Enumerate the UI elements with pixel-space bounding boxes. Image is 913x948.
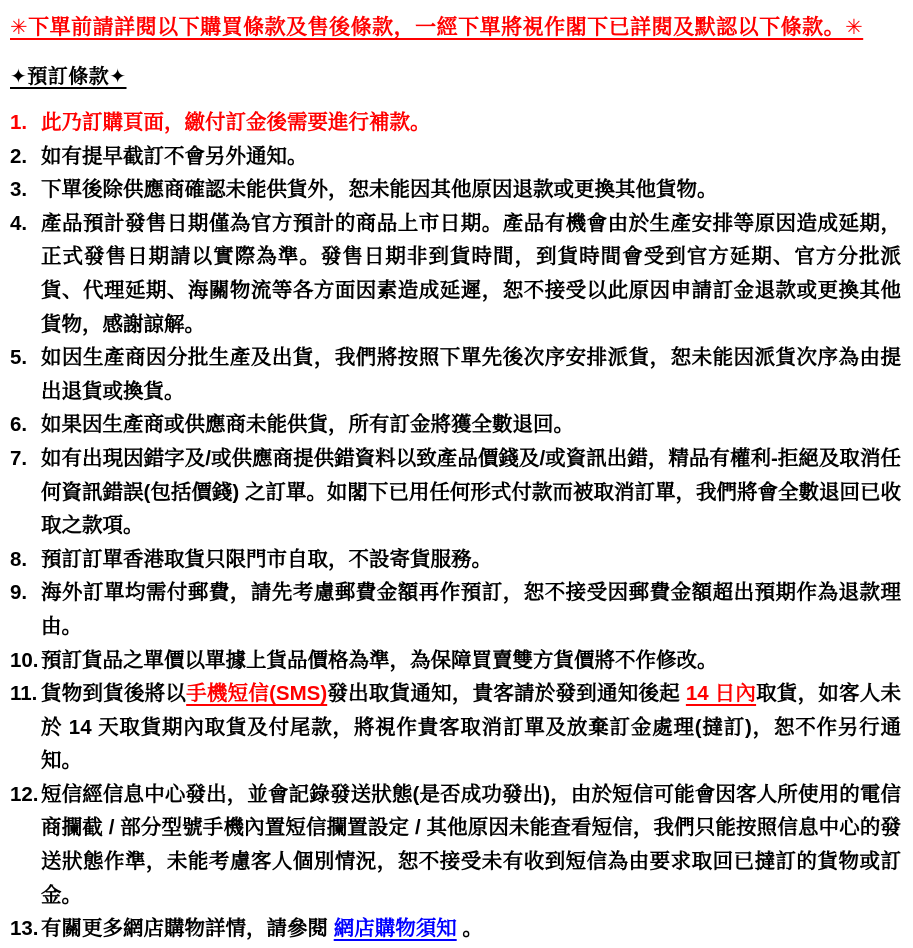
term-item-1 bbox=[10, 106, 901, 140]
term-text: 下單後除供應商確認未能供貨外，恕未能因其他原因退款或更換其他貨物。 bbox=[41, 178, 718, 202]
term-item-8 bbox=[10, 543, 901, 577]
term-number: 11. bbox=[10, 682, 38, 706]
term-text: 14 日內 bbox=[685, 682, 757, 706]
term-item-9 bbox=[10, 576, 901, 643]
term-item-11 bbox=[10, 677, 901, 778]
term-item-3 bbox=[10, 173, 901, 207]
term-number: 3. bbox=[10, 178, 28, 202]
term-item-2 bbox=[10, 140, 901, 174]
term-text: 貨物到貨後將以 bbox=[41, 682, 187, 706]
term-text: 如果因生產商或供應商未能供貨，所有訂金將獲全數退回。 bbox=[41, 413, 574, 437]
term-text: 此乃訂購頁面，繳付訂金後需要進行補款。 bbox=[41, 111, 431, 134]
term-text: 短信經信息中心發出，並會記錄發送狀態(是否成功發出)，由於短信可能會因客人所使用的電信商攔截 / 部分型號手機內置短信攔置設定 / 其他原因未能查看短信，我們只能按照信息中心的發送狀態作準，未能考慮客人個別情況，恕不接受未有收到短信為由要求取回已撻訂的貨物或訂金。 bbox=[41, 782, 901, 907]
term-item-4 bbox=[10, 207, 901, 341]
term-text: 預訂貨品之單價以單據上貨品價格為準，為保障買賣雙方貨價將不作修改。 bbox=[41, 648, 718, 672]
term-number: 13. bbox=[10, 917, 39, 941]
term-number: 8. bbox=[10, 547, 28, 571]
term-text: 發出取貨通知，貴客請於發到通知後起 bbox=[327, 682, 686, 706]
term-text: 。 bbox=[456, 917, 483, 941]
shop-guide-link[interactable]: 網店購物須知 bbox=[333, 917, 457, 941]
term-item-13 bbox=[10, 912, 901, 946]
term-number: 2. bbox=[10, 144, 28, 168]
pre-order-warning-banner: ✳下單前請詳閱以下購買條款及售後條款，一經下單將視作閣下已詳閱及默認以下條款。✳ bbox=[10, 16, 864, 39]
term-text: 有關更多網店購物詳情，請參閱 bbox=[41, 917, 334, 941]
term-item-7 bbox=[10, 442, 901, 543]
term-text: 如有出現因錯字及/或供應商提供錯資料以致產品價錢及/或資訊出錯，精品有權利-拒絕及取消任何資訊錯誤(包括價錢) 之訂單。如閣下已用任何形式付款而被取消訂單，我們將會全數退回已收取之款項。 bbox=[41, 446, 901, 538]
term-number: 5. bbox=[10, 346, 28, 370]
term-text: 海外訂單均需付郵費，請先考慮郵費金額再作預訂，恕不接受因郵費金額超出預期作為退款理由。 bbox=[41, 581, 901, 638]
section-heading-preorder-terms: ✦預訂條款✦ bbox=[10, 66, 127, 88]
term-item-12 bbox=[10, 778, 901, 912]
term-number: 6. bbox=[10, 413, 28, 437]
term-number: 10. bbox=[10, 648, 39, 672]
term-text: 如有提早截訂不會另外通知。 bbox=[41, 144, 308, 168]
term-text: 取貨，如客人未於 14 天取貨期內取貨及付尾款，將視作貴客取消訂單及放棄訂金處理(撻訂)，恕不作另行通知。 bbox=[41, 682, 902, 773]
terms-list bbox=[10, 106, 901, 946]
term-item-5 bbox=[10, 341, 901, 408]
term-number: 4. bbox=[10, 211, 28, 235]
term-number: 9. bbox=[10, 581, 28, 605]
term-text: 預訂訂單香港取貨只限門市自取，不設寄貨服務。 bbox=[41, 547, 492, 571]
term-item-10 bbox=[10, 644, 901, 678]
term-item-6 bbox=[10, 408, 901, 442]
term-text: 產品預計發售日期僅為官方預計的商品上市日期。產品有機會由於生產安排等原因造成延期，正式發售日期請以實際為準。發售日期非到貨時間，到貨時間會受到官方延期、官方分批派貨、代理延期、海關物流等各方面因素造成延遲，恕不接受以此原因申請訂金退款或更換其他貨物，感謝諒解。 bbox=[41, 211, 901, 336]
term-text: 手機短信(SMS) bbox=[186, 682, 328, 706]
term-text: 如因生產商因分批生產及出貨，我們將按照下單先後次序安排派貨，恕未能因派貨次序為由提出退貨或換貨。 bbox=[41, 346, 901, 403]
term-number: 1. bbox=[10, 111, 28, 134]
term-number: 7. bbox=[10, 446, 28, 470]
term-number: 12. bbox=[10, 782, 39, 806]
